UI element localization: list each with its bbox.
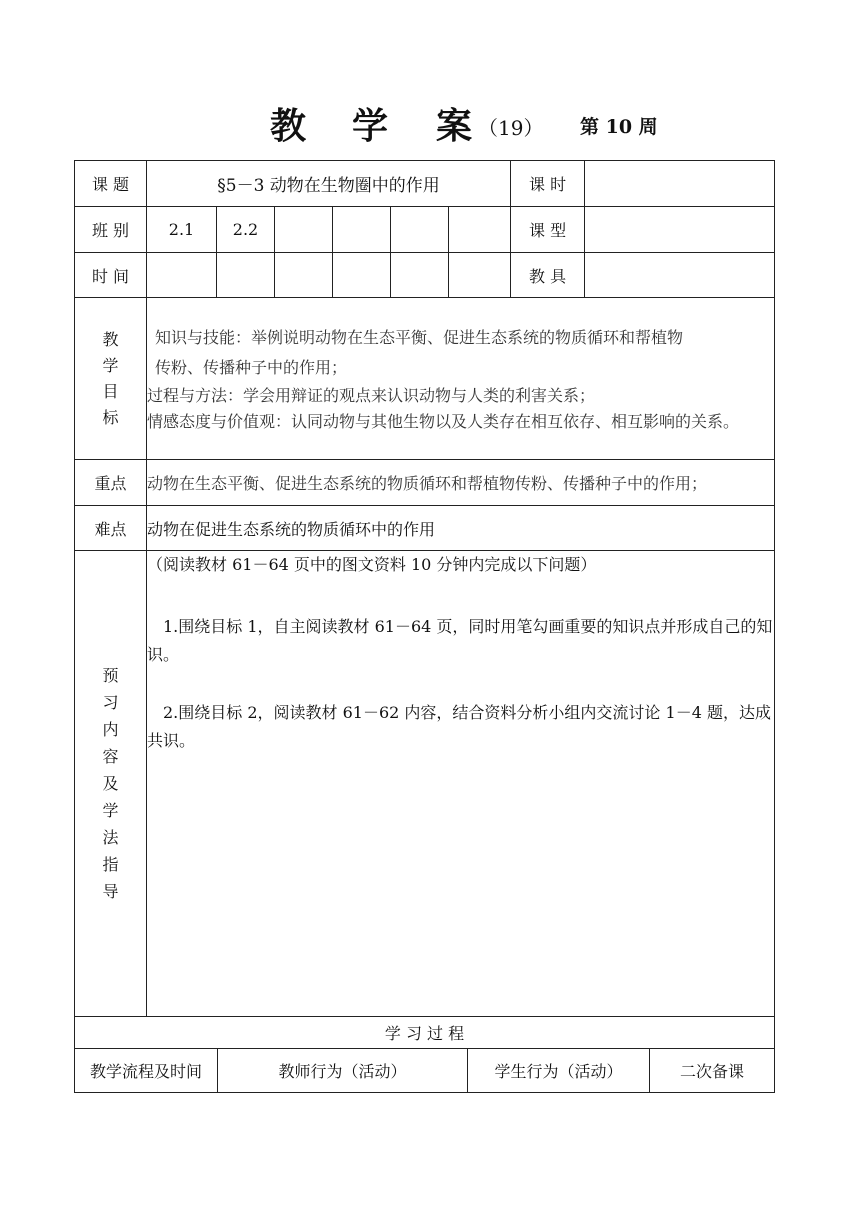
time-cell-4: [333, 253, 391, 298]
document-title: [0, 98, 860, 148]
tools-value: [585, 253, 775, 298]
topic-label: 课 题: [75, 161, 147, 207]
preview-label-char: 法: [102, 828, 119, 847]
objectives-label-char: 学: [102, 355, 119, 375]
objectives-label: [75, 298, 147, 460]
time-cell-3: [275, 253, 333, 298]
tools-label: 教 具: [511, 253, 585, 298]
preview-label-char: 及: [102, 774, 119, 793]
key-point-label: 重点: [75, 460, 147, 506]
preview-intro: （阅读教材 61－64 页中的图文资料 10 分钟内完成以下问题）: [147, 555, 597, 574]
time-cell-1: [147, 253, 217, 298]
process-title: 学 习 过 程: [75, 1017, 775, 1049]
type-label: 课 型: [511, 207, 585, 253]
objectives-label-char: 标: [102, 407, 119, 427]
learning-process-table: [74, 1016, 775, 1093]
class-cell-1: 2.1: [147, 207, 217, 253]
time-cell-2: [217, 253, 275, 298]
preview-label-char: 容: [102, 747, 119, 766]
class-cell-3: [275, 207, 333, 253]
preview-label-char: 习: [102, 693, 119, 712]
preview-label: [75, 551, 147, 1017]
objectives-content: [147, 298, 775, 460]
preview-label-char: 指: [102, 855, 119, 874]
title-char-3: 案: [436, 105, 473, 147]
process-col-flow: 教学流程及时间: [75, 1049, 218, 1093]
title-number: （19）: [478, 116, 544, 140]
objective-knowledge-cont: 传粉、传播种子中的作用；: [155, 357, 348, 377]
objective-attitude: 情感态度与价值观：认同动物与其他生物以及人类存在相互依存、相互影响的关系。: [147, 411, 740, 431]
objectives-label-char: 教: [102, 329, 119, 349]
preview-label-char: 预: [102, 666, 119, 685]
week-label: 第 10 周: [580, 116, 658, 138]
process-col-revision: 二次备课: [650, 1049, 775, 1093]
process-col-teacher: 教师行为（活动）: [218, 1049, 468, 1093]
type-value: [585, 207, 775, 253]
preview-content: [147, 551, 775, 1017]
preview-label-char: 导: [102, 882, 119, 901]
preview-label-char: 内: [102, 720, 119, 739]
lesson-plan-table: [74, 160, 775, 1017]
title-char-1: 教: [270, 105, 307, 147]
class-cell-4: [333, 207, 391, 253]
key-point-text: 动物在生态平衡、促进生态系统的物质循环和帮植物传粉、传播种子中的作用；: [147, 460, 775, 506]
topic-value: §5－3 动物在生物圈中的作用: [147, 161, 511, 207]
class-cell-2: 2.2: [217, 207, 275, 253]
period-value: [585, 161, 775, 207]
title-char-2: 学: [352, 105, 389, 147]
difficult-point-text: 动物在促进生态系统的物质循环中的作用: [147, 506, 775, 551]
period-label: 课 时: [511, 161, 585, 207]
class-label: 班 别: [75, 207, 147, 253]
difficult-point-label: 难点: [75, 506, 147, 551]
objectives-label-char: 目: [102, 381, 119, 401]
time-cell-6: [449, 253, 511, 298]
time-label: 时 间: [75, 253, 147, 298]
time-cell-5: [391, 253, 449, 298]
preview-label-char: 学: [102, 801, 119, 820]
class-cell-5: [391, 207, 449, 253]
preview-item-1: 1.围绕目标 1，自主阅读教材 61－64 页，同时用笔勾画重要的知识点并形成自己的知识。: [147, 617, 773, 664]
class-cell-6: [449, 207, 511, 253]
preview-item-2: 2.围绕目标 2，阅读教材 61－62 内容，结合资料分析小组内交流讨论 1－4 题，达成共识。: [147, 703, 771, 750]
objective-knowledge: 知识与技能：举例说明动物在生态平衡、促进生态系统的物质循环和帮植物: [155, 327, 684, 347]
objective-process: 过程与方法：学会用辩证的观点来认识动物与人类的利害关系；: [147, 385, 596, 405]
process-col-student: 学生行为（活动）: [468, 1049, 650, 1093]
